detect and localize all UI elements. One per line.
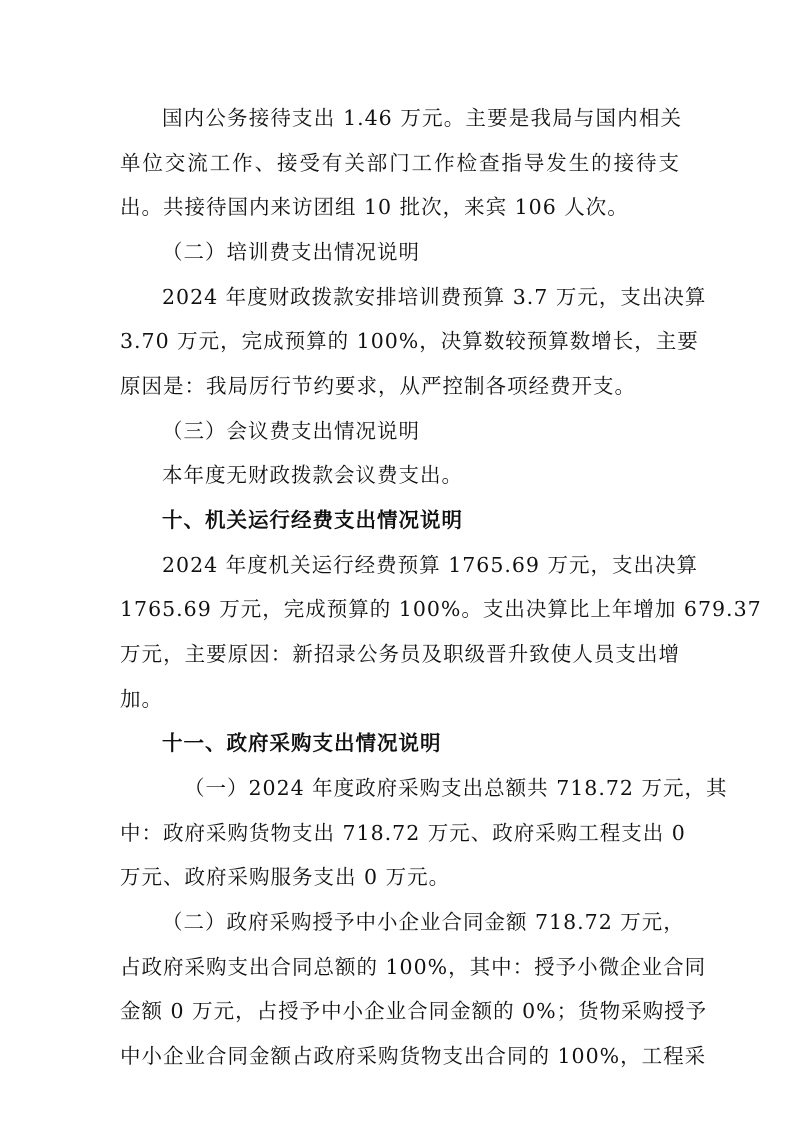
paragraph-line: 金额 0 万元，占授予中小企业合同金额的 0%；货物采购授予	[120, 999, 708, 1023]
section-heading: （二）培训费支出情况说明	[162, 240, 420, 264]
paragraph-line: （一）2024 年度政府采购支出总额共 718.72 万元，其	[184, 776, 728, 800]
chapter-heading: 十一、政府采购支出情况说明	[162, 731, 442, 755]
paragraph-line: 本年度无财政拨款会议费支出。	[162, 463, 463, 487]
paragraph-line: 出。共接待国内来访团组 10 批次，来宾 106 人次。	[120, 195, 629, 219]
paragraph-line: （二）政府采购授予中小企业合同金额 718.72 万元，	[162, 910, 685, 934]
paragraph-line: 占政府采购支出合同总额的 100%，其中：授予小微企业合同	[120, 955, 707, 979]
paragraph-line: 3.70 万元，完成预算的 100%，决算数较预算数增长，主要	[120, 329, 699, 353]
paragraph-line: 万元、政府采购服务支出 0 万元。	[120, 865, 451, 889]
paragraph-line: 2024 年度财政拨款安排培训费预算 3.7 万元，支出决算	[162, 285, 707, 309]
section-heading: （三）会议费支出情况说明	[162, 419, 420, 443]
paragraph-line: 原因是：我局厉行节约要求，从严控制各项经费开支。	[120, 374, 636, 398]
paragraph-line: 国内公务接待支出 1.46 万元。主要是我局与国内相关	[162, 106, 682, 130]
chapter-heading: 十、机关运行经费支出情况说明	[162, 508, 463, 532]
paragraph-line: 中：政府采购货物支出 718.72 万元、政府采购工程支出 0	[120, 821, 686, 845]
paragraph-line: 单位交流工作、接受有关部门工作检查指导发生的接待支	[120, 151, 680, 175]
paragraph-line: 2024 年度机关运行经费预算 1765.69 万元，支出决算	[162, 553, 698, 577]
paragraph-line: 中小企业合同金额占政府采购货物支出合同的 100%，工程采	[120, 1044, 707, 1068]
paragraph-line: 1765.69 万元，完成预算的 100%。支出决算比上年增加 679.37	[120, 597, 762, 621]
paragraph-line: 加。	[120, 687, 163, 711]
paragraph-line: 万元，主要原因：新招录公务员及职级晋升致使人员支出增	[120, 642, 680, 666]
